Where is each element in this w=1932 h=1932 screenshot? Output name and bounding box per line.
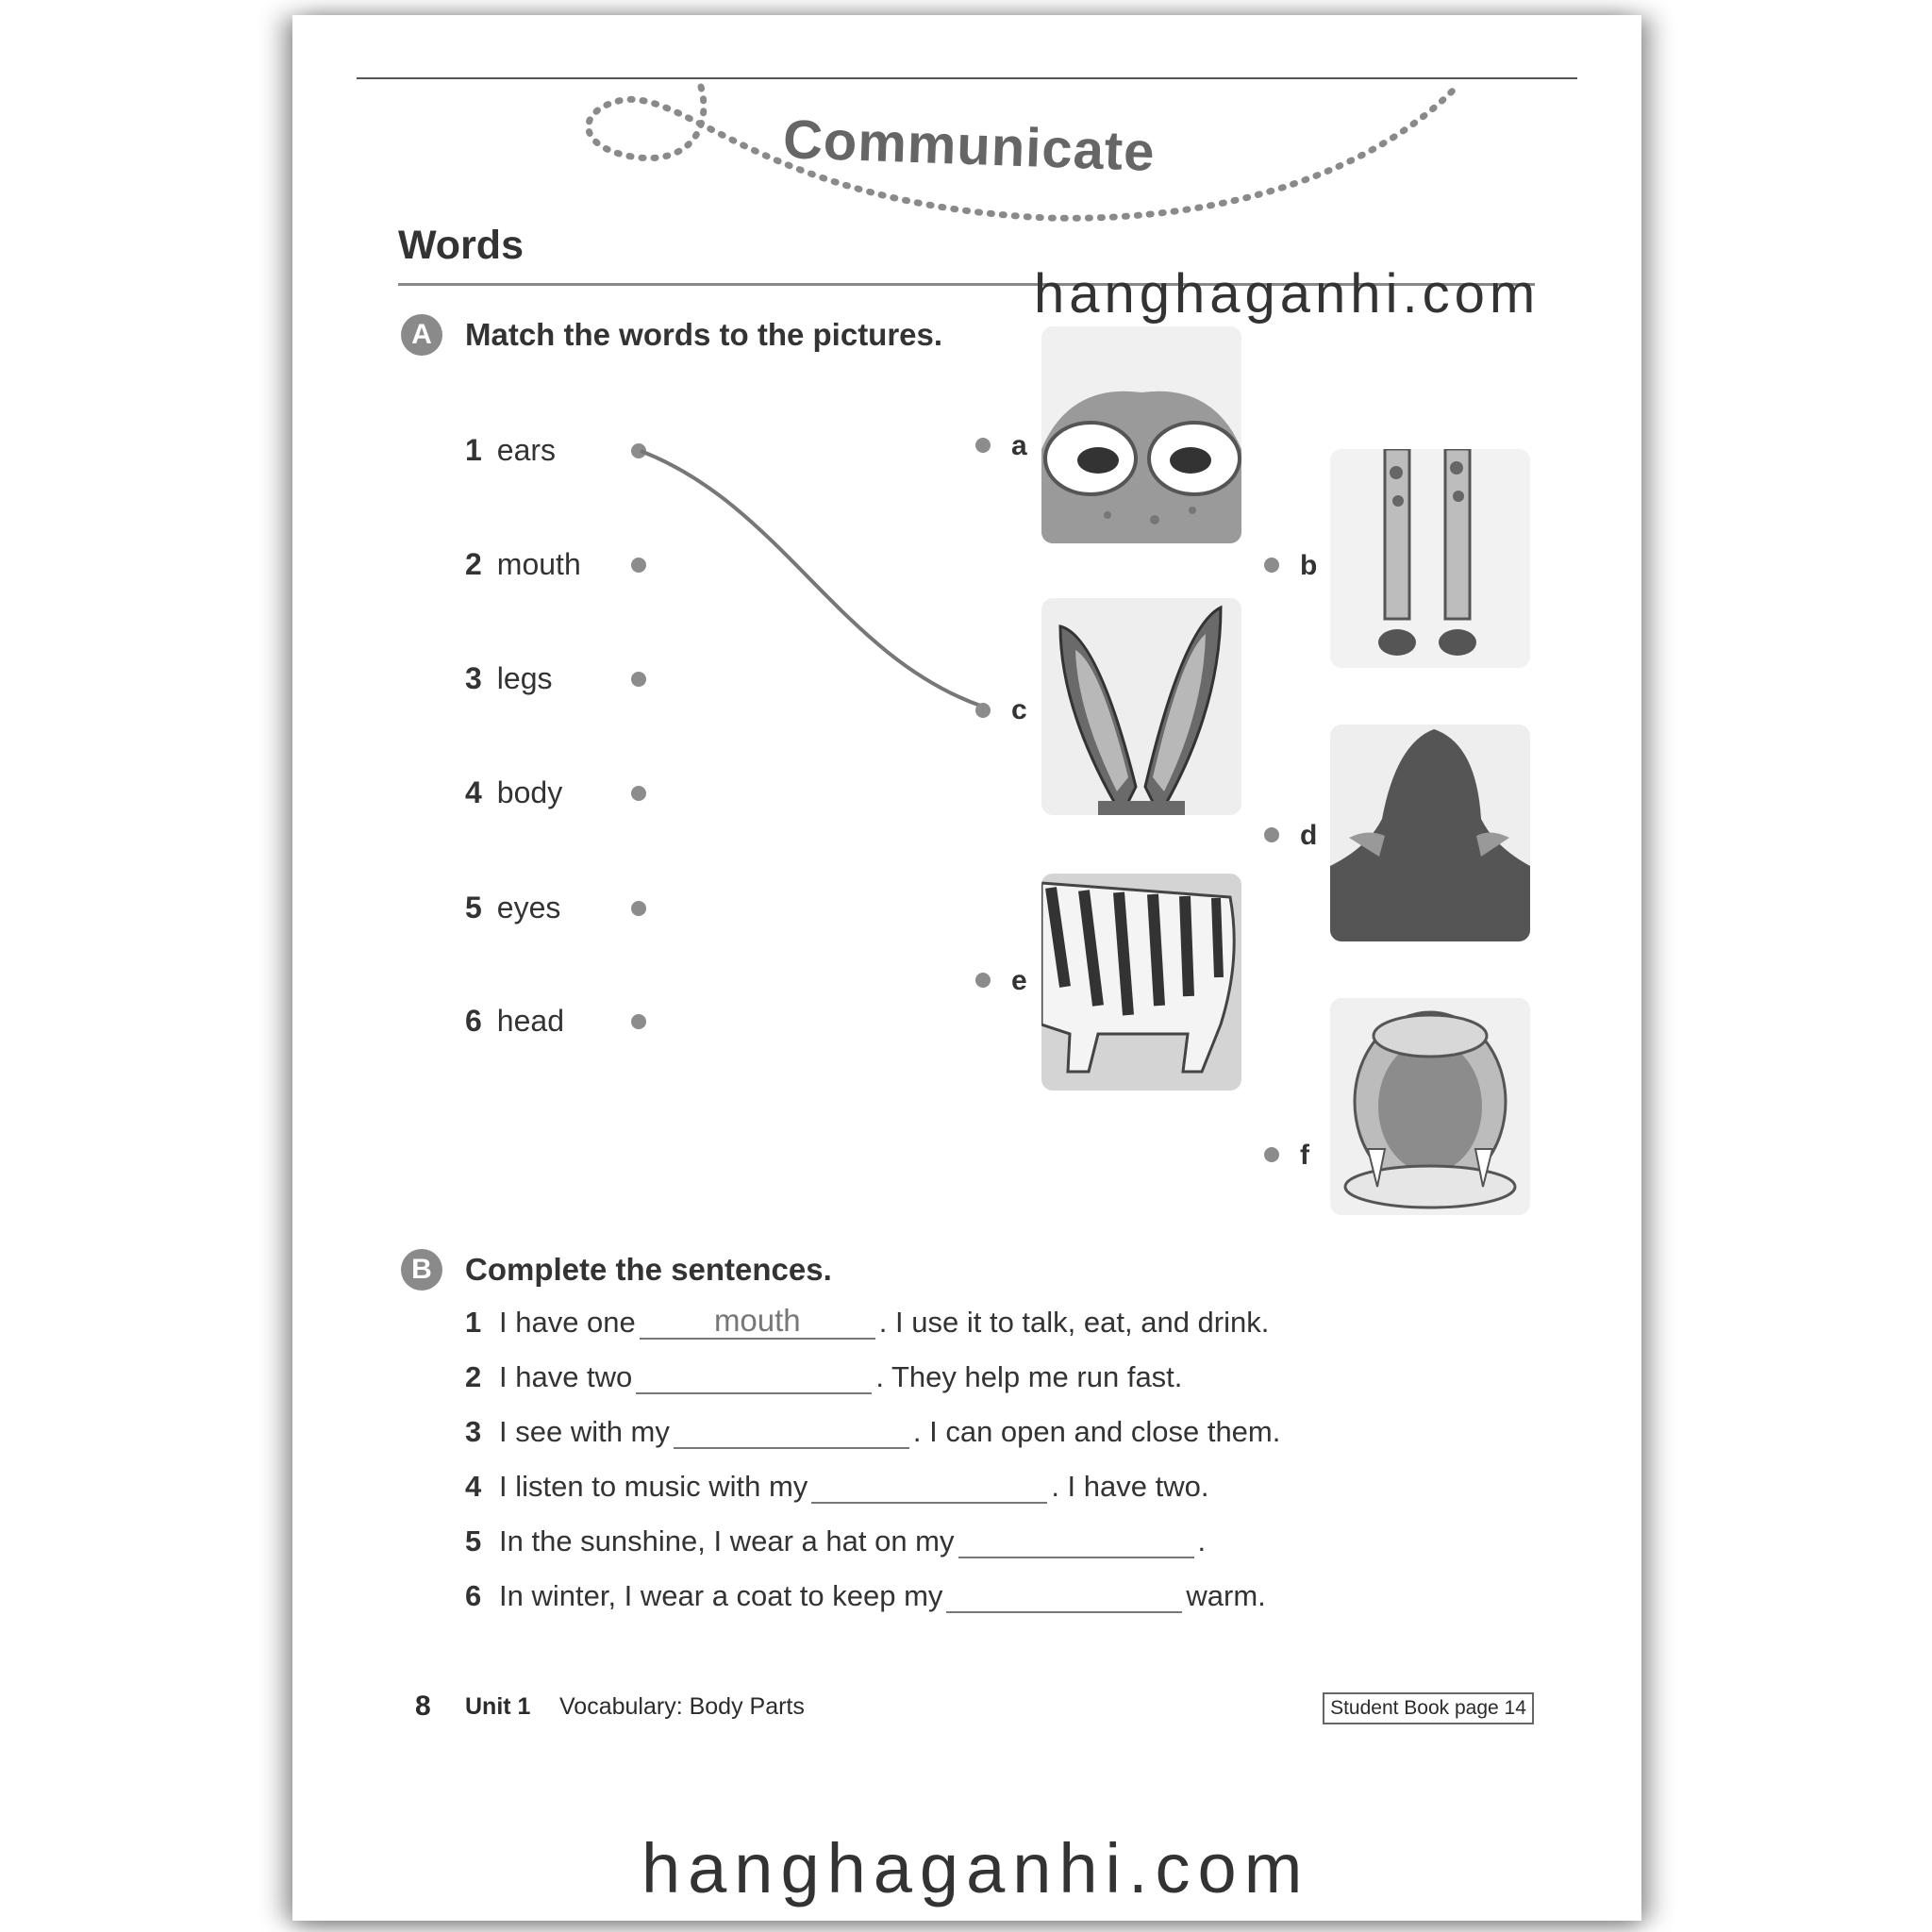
word-item-4: 4 body (465, 775, 563, 809)
word-item-5: 5 eyes (465, 891, 561, 924)
answer-blank-3[interactable] (674, 1417, 909, 1449)
word-item-6: 6 head (465, 1004, 564, 1038)
picture-label-b: b (1300, 550, 1318, 581)
picture-dot-f[interactable] (1264, 1147, 1279, 1162)
section-title: Words (398, 223, 524, 268)
answer-blank-5[interactable] (958, 1526, 1194, 1558)
sentence-2: 2 I have two . They help me run fast. (465, 1360, 1183, 1393)
watermark-top: hanghaganhi.com (1034, 263, 1541, 325)
worksheet-page (292, 15, 1641, 1921)
picture-dot-d[interactable] (1264, 827, 1279, 842)
answer-blank-6[interactable] (946, 1581, 1182, 1613)
picture-label-f: f (1300, 1140, 1309, 1171)
picture-d-gorilla-head (1330, 724, 1530, 941)
picture-label-c: c (1011, 694, 1027, 725)
student-book-reference: Student Book page 14 (1323, 1692, 1534, 1724)
word-item-3: 3 legs (465, 661, 553, 695)
picture-dot-b[interactable] (1264, 558, 1279, 573)
banner-title: Communicate (781, 108, 1157, 183)
exercise-a-instruction: Match the words to the pictures. (465, 317, 943, 352)
picture-a-frog-eyes (1041, 326, 1241, 543)
sentence-4: 4 I listen to music with my . I have two. (465, 1470, 1209, 1503)
watermark-bottom: hanghaganhi.com (641, 1829, 1310, 1907)
picture-c-rabbit-ears (1041, 598, 1241, 815)
unit-label: Unit 1 (465, 1693, 531, 1720)
picture-dot-a[interactable] (975, 438, 991, 453)
picture-dot-e[interactable] (975, 973, 991, 988)
picture-label-d: d (1300, 820, 1318, 851)
picture-f-hippo-mouth (1330, 998, 1530, 1215)
exercise-b-instruction: Complete the sentences. (465, 1252, 832, 1287)
sentence-3: 3 I see with my . I can open and close them. (465, 1415, 1281, 1448)
topic-label: Vocabulary: Body Parts (559, 1693, 805, 1720)
exercise-a-badge: A (401, 314, 442, 356)
picture-e-tiger-body (1041, 874, 1241, 1091)
picture-dot-c[interactable] (975, 703, 991, 718)
word-item-1: 1 ears (465, 433, 557, 467)
page-number: 8 (415, 1690, 431, 1722)
answer-blank-1[interactable]: mouth (640, 1307, 875, 1340)
sentence-5: 5 In the sunshine, I wear a hat on my . (465, 1524, 1207, 1557)
picture-label-a: a (1011, 430, 1027, 461)
answer-blank-2[interactable] (636, 1362, 872, 1394)
answer-blank-4[interactable] (811, 1472, 1047, 1504)
picture-b-giraffe-legs (1330, 449, 1530, 668)
picture-label-e: e (1011, 965, 1027, 996)
sentence-6: 6 In winter, I wear a coat to keep my warm. (465, 1579, 1266, 1612)
sentence-1: 1 I have one mouth . I use it to talk, eat, and drink. (465, 1303, 1270, 1339)
exercise-b-badge: B (401, 1249, 442, 1291)
word-item-2: 2 mouth (465, 547, 581, 581)
